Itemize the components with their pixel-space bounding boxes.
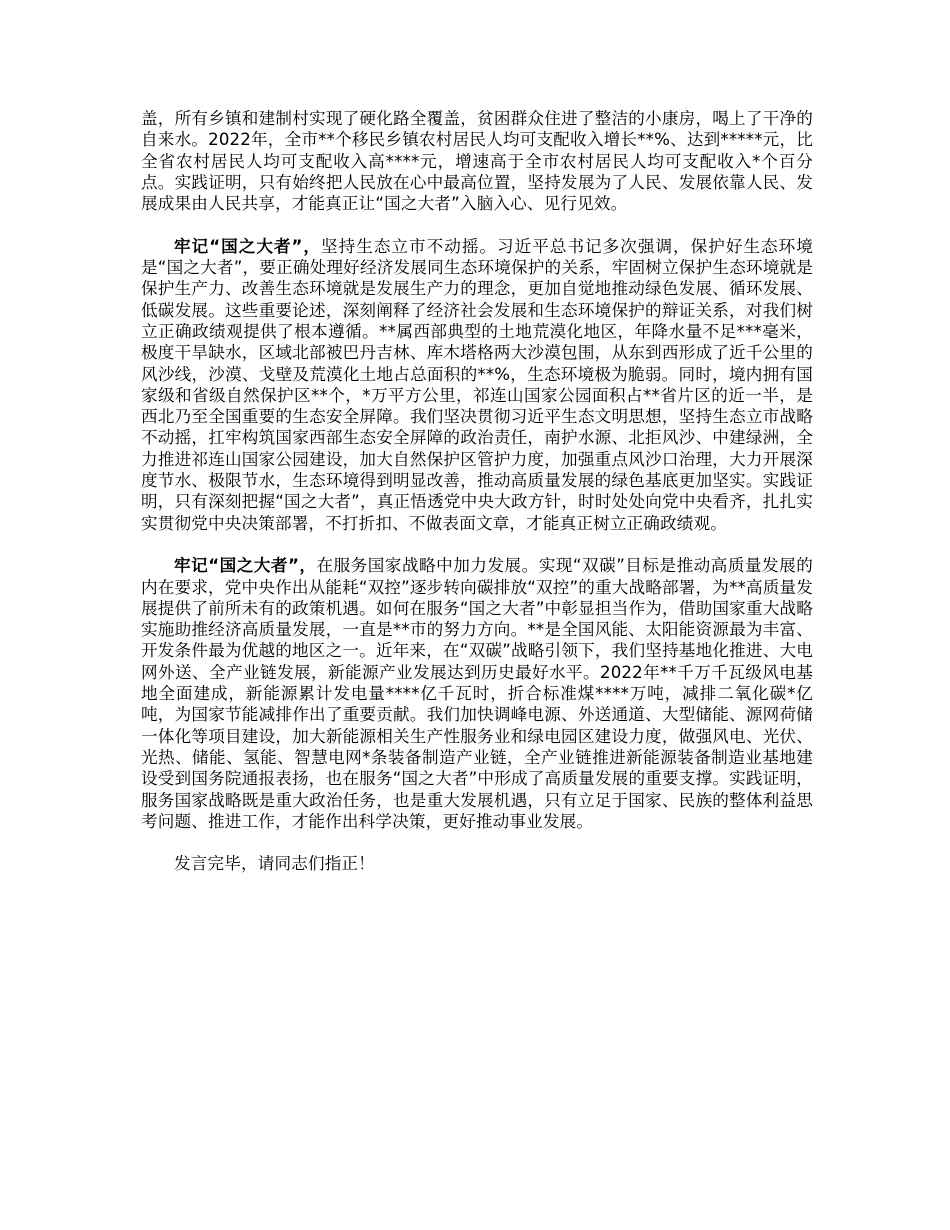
- paragraph-lead: 牢记“国之大者”，: [174, 236, 322, 256]
- paragraph-national-strategy: [141, 555, 813, 832]
- paragraph-text: 盖，所有乡镇和建制村实现了硬化路全覆盖，贫困群众住进了整洁的小康房，喝上了干净的自来水。2022年，全市**个移民乡镇农村居民人均可支配收入增长**%、达到*****元，比全省农村居民人均可支配收入高****元，增速高于全市农村居民人均可支配收入*个百分点。实践证明，只有始终把人民放在心中最高位置，坚持发展为了人民、发展依靠人民、发展成果由人民共享，才能真正让“国之大者”入脑入心、见行见效。: [141, 109, 813, 214]
- paragraph-closing: [141, 853, 813, 874]
- paragraph-text: 坚持生态立市不动摇。习近平总书记多次强调，保护好生态环境是“国之大者”，要正确处理好经济发展同生态环境保护的关系，牢固树立保护生态环境就是保护生产力、改善生态环境就是发展生产力的理念，更加自觉地推动绿色发展、循环发展、低碳发展。这些重要论述，深刻阐释了经济社会发展和生态环境保护的辩证关系，对我们树立正确政绩观提供了根本遵循。**属西部典型的土地荒漠化地区，年降水量不足***毫米，极度干旱缺水，区域北部被巴丹吉林、库木塔格两大沙漠包围，从东到西形成了近千公里的风沙线，沙漠、戈壁及荒漠化土地占总面积的**%，生态环境极为脆弱。同时，境内拥有国家级和省级自然保护区**个，*万平方公里，祁连山国家公园面积占**省片区的近一半，是西北乃至全国重要的生态安全屏障。我们坚决贯彻习近平生态文明思想，坚持生态立市战略不动摇，扛牢构筑国家西部生态安全屏障的政治责任，南护水源、北拒风沙、中建绿洲，全力推进祁连山国家公园建设，加大自然保护区管护力度，加强重点风沙口治理，大力开展深度节水、极限节水，生态环境得到明显改善，推动高质量发展的绿色基底更加坚实。实践证明，只有深刻把握“国之大者”，真正悟透党中央大政方针，时时处处向党中央看齐，扎扎实实贯彻党中央决策部署，不打折扣、不做表面文章，才能真正树立正确政绩观。: [141, 236, 813, 533]
- paragraph-lead: 牢记“国之大者”，: [174, 556, 317, 576]
- paragraph-poverty-results: [141, 108, 813, 214]
- paragraph-ecology: [141, 236, 813, 534]
- paragraph-text: 发言完毕，请同志们指正！: [174, 854, 375, 874]
- document-body: [141, 108, 813, 896]
- paragraph-text: 在服务国家战略中加力发展。实现“双碳”目标是推动高质量发展的内在要求，党中央作出从能耗“双控”逐步转向碳排放“双控”的重大战略部署，为**高质量发展提供了前所未有的政策机遇。如何在服务“国之大者”中彰显担当作为，借助国家重大战略实施助推经济高质量发展，一直是**市的努力方向。**是全国风能、太阳能资源最为丰富、开发条件最为优越的地区之一。近年来，在“双碳”战略引领下，我们坚持基地化推进、大电网外送、全产业链发展，新能源产业发展达到历史最好水平。2022年**千万千瓦级风电基地全面建成，新能源累计发电量****亿千瓦时，折合标准煤****万吨，减排二氧化碳*亿吨，为国家节能减排作出了重要贡献。我们加快调峰电源、外送通道、大型储能、源网荷储一体化等项目建设，加大新能源相关生产性服务业和绿电园区建设力度，做强风电、光伏、光热、储能、氢能、智慧电网*条装备制造产业链，全产业链推进新能源装备制造业基地建设受到国务院通报表扬，也在服务“国之大者”中形成了高质量发展的重要支撑。实践证明，服务国家战略既是重大政治任务，也是重大发展机遇，只有立足于国家、民族的整体利益思考问题、推进工作，才能作出科学决策，更好推动事业发展。: [141, 556, 813, 831]
